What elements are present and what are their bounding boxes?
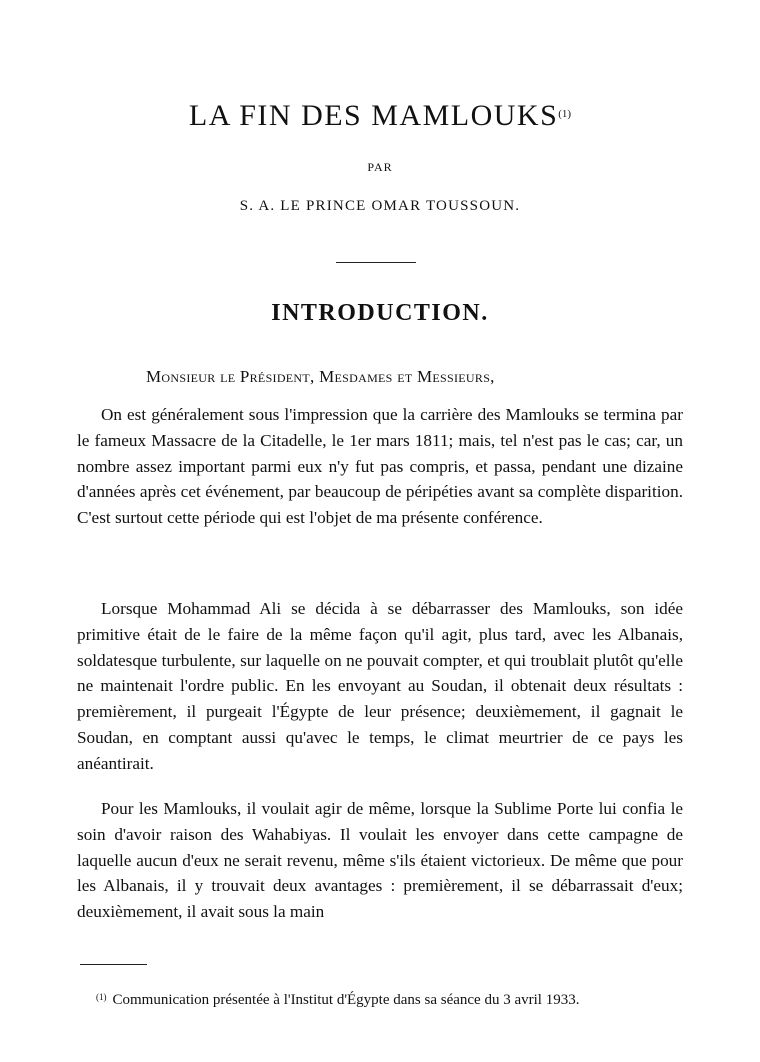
footnote-marker: (1) bbox=[96, 992, 107, 1002]
title-divider bbox=[336, 262, 416, 263]
author-line: S. A. LE PRINCE OMAR TOUSSOUN. bbox=[239, 198, 521, 214]
footnote bbox=[96, 992, 696, 1009]
title-footnote-marker[interactable]: (1) bbox=[558, 108, 572, 120]
footnote-divider bbox=[80, 964, 147, 965]
title-text: LA FIN DES MAMLOUKS bbox=[188, 99, 559, 132]
paragraph-3: Pour les Mamlouks, il voulait agir de même, lorsque la Sublime Porte lui confia le soin d'avoir raison des Wahabiyas. Il voulait les envoyer dans cette campagne de laquelle aucun d'eux ne serait revenu, même s'ils étaient victorieux. De même que pour les Albanais, il y trouvait deux avantages : premièrement, il se débarrassait d'eux; deuxièmement, il avait sous la main bbox=[77, 799, 683, 922]
salutation: Monsieur le Président, Mesdames et Messieurs, bbox=[146, 367, 495, 386]
section-heading: INTRODUCTION. bbox=[271, 300, 489, 326]
footnote-text: Communication présentée à l'Institut d'Égypte dans sa séance du 3 avril 1933. bbox=[112, 992, 580, 1008]
paragraph-1: On est généralement sous l'impression que la carrière des Mamlouks se termina par le fameux Massacre de la Citadelle, le 1er mars 1811; mais, tel n'est pas le cas; car, un nombre assez important parmi eux n'y fut pas compris, et passa, pendant une dizaine d'années après cet événement, par beaucoup de péripéties avant sa complète disparition. C'est surtout cette période qui est l'objet de ma présente conférence. bbox=[77, 405, 683, 528]
article-title bbox=[0, 98, 760, 134]
paragraph-2: Lorsque Mohammad Ali se décida à se débarrasser des Mamlouks, son idée primitive était de le faire de la même façon qu'il agit, plus tard, avec les Albanais, soldatesque turbulente, sur laquelle on ne pouvait compter, et qui troublait plutôt qu'elle ne maintenait l'ordre public. En les envoyant au Soudan, il obtenait deux résultats : premièrement, il purgeait l'Égypte de leur présence; deuxièmement, il gagnait le Soudan, en comptant aussi qu'avec le temps, le climat meurtrier de ce pays les anéantirait. bbox=[77, 599, 683, 773]
byline-prefix: PAR bbox=[367, 160, 393, 174]
